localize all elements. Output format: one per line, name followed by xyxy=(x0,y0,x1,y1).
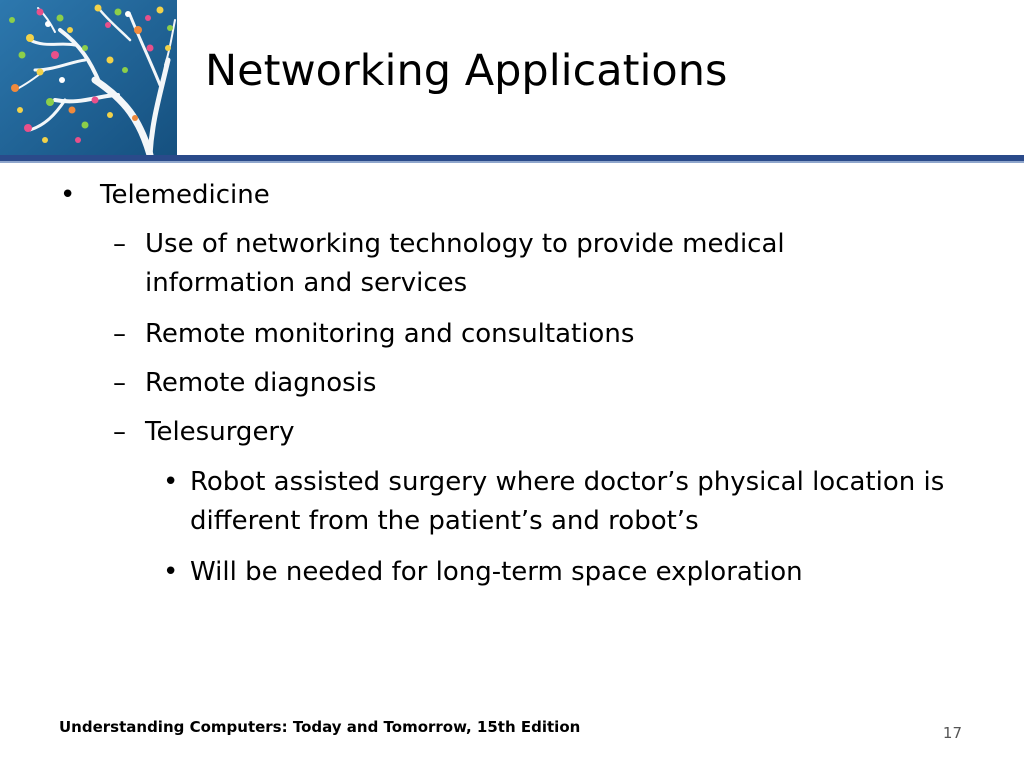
bullet-marker: – xyxy=(113,368,126,398)
bullet-level2 xyxy=(113,315,873,354)
slide-title: Networking Applications xyxy=(205,46,728,96)
bullet-text: Telemedicine xyxy=(100,180,270,210)
bullet-text: Use of networking technology to provide medical information and services xyxy=(145,229,785,298)
bullet-level1 xyxy=(60,178,960,213)
bullet-text: Robot assisted surgery where doctor’s physical location is different from the patient’s and robot’s xyxy=(190,467,945,536)
bullet-marker: – xyxy=(113,319,126,349)
bullet-text: Remote diagnosis xyxy=(145,368,377,398)
footer-text: Understanding Computers: Today and Tomorrow, 15th Edition xyxy=(59,718,581,736)
bullet-marker: • xyxy=(60,180,76,210)
bullet-level3 xyxy=(163,553,1003,592)
bullet-level2 xyxy=(113,225,853,303)
bullet-marker: • xyxy=(163,557,179,587)
bullet-marker: • xyxy=(163,467,179,497)
bullet-marker: – xyxy=(113,417,126,447)
bullet-level3 xyxy=(163,463,1003,541)
bullet-text: Telesurgery xyxy=(145,417,295,447)
page-number: 17 xyxy=(942,724,962,742)
bullet-level2 xyxy=(113,364,873,403)
bullet-marker: – xyxy=(113,229,126,259)
bullet-level2 xyxy=(113,413,873,452)
bullet-text: Will be needed for long-term space exploration xyxy=(190,557,803,587)
bullet-text: Remote monitoring and consultations xyxy=(145,319,635,349)
